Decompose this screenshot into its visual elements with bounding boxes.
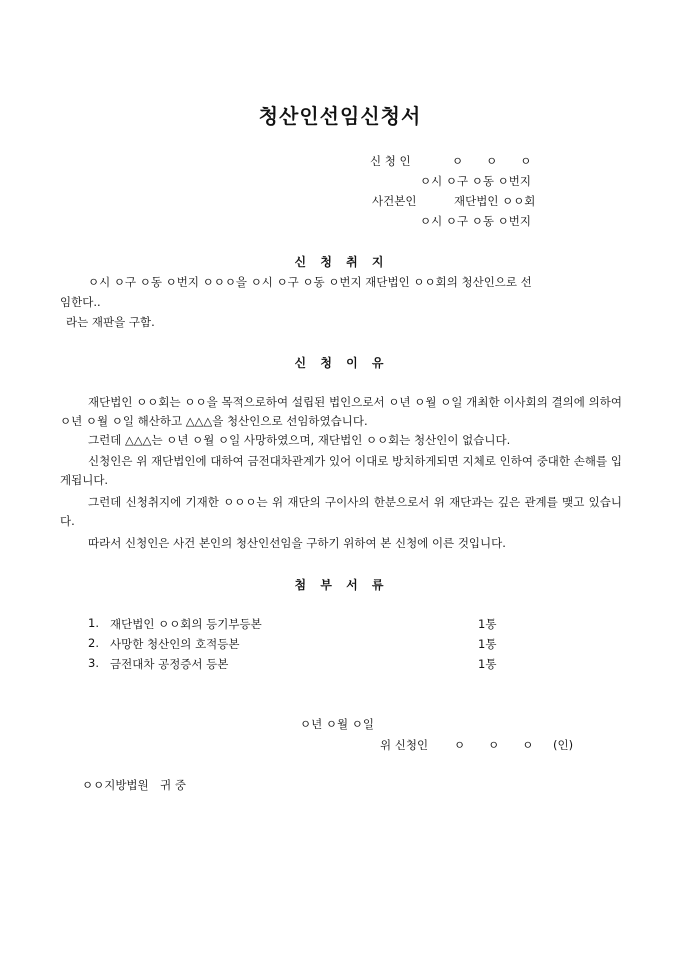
applicant-label: 신 청 인 (370, 154, 411, 168)
attachment-number: 3. (88, 656, 99, 670)
reason-paragraph-3: 신청인은 위 재단법인에 대하여 금전대차관계가 있어 이대로 방치하게되면 지체로 인하여 중대한 손해를 입게됩니다. (60, 454, 622, 487)
attachment-name: 재단법인 ㅇㅇ회의 등기부등본 (110, 617, 262, 631)
purpose-heading: 신 청 취 지 (294, 255, 386, 269)
purpose-line-1: ㅇ시 ㅇ구 ㅇ동 ㅇ번지 ㅇㅇㅇ을 ㅇ시 ㅇ구 ㅇ동 ㅇ번지 재단법인 ㅇㅇ회의 청산인으로 선 (88, 275, 532, 289)
reason-paragraph-1: 재단법인 ㅇㅇ회는 ㅇㅇ을 목적으로하여 설립된 법인으로서 ㅇ년 ㅇ월 ㅇ일 개최한 이사회의 결의에 의하여 ㅇ년 ㅇ월 ㅇ일 해산하고 △△△을 청산인으로 선임하였습니다. (60, 395, 622, 428)
case-party-name: 재단법인 ㅇㅇ회 (454, 194, 536, 208)
attachment-quantity: 1통 (478, 657, 497, 671)
reason-paragraph-5: 따라서 신청인은 사건 본인의 청산인선임을 구하기 위하여 본 신청에 이른 것입니다. (88, 536, 506, 550)
application-date: ㅇ년 ㅇ월 ㅇ일 (300, 717, 374, 731)
attachment-name: 사망한 청산인의 호적등본 (110, 637, 240, 651)
applicant-address: ㅇ시 ㅇ구 ㅇ동 ㅇ번지 (420, 174, 531, 188)
case-party-address: ㅇ시 ㅇ구 ㅇ동 ㅇ번지 (420, 214, 531, 228)
reason-paragraph-4: 그런데 신청취지에 기재한 ㅇㅇㅇ는 위 재단의 구이사의 한분으로서 위 재단과는 깊은 관계를 맺고 있습니다. (60, 495, 622, 528)
attachment-name: 금전대차 공정증서 등본 (110, 657, 229, 671)
attachments-heading: 첨 부 서 류 (294, 578, 386, 592)
signature-name: ㅇ ㅇ ㅇ (454, 738, 534, 752)
reason-paragraph-2: 그런데 △△△는 ㅇ년 ㅇ월 ㅇ일 사망하였으며, 재단법인 ㅇㅇ회는 청산인이 없습니다. (88, 433, 511, 447)
court-addressee: ㅇㅇ지방법원 귀 중 (82, 778, 187, 792)
document-title: 청산인선임신청서 (258, 104, 422, 128)
attachment-number: 1. (88, 616, 99, 630)
reason-heading: 신 청 이 유 (294, 356, 386, 370)
applicant-name: ㅇ ㅇ ㅇ (452, 154, 532, 168)
case-party-label: 사건본인 (372, 194, 417, 208)
purpose-line-2: 임한다.. (60, 295, 101, 309)
signature-label: 위 신청인 (380, 738, 429, 752)
attachment-quantity: 1통 (478, 617, 497, 631)
purpose-line-3: 라는 재판을 구함. (66, 315, 155, 329)
attachment-number: 2. (88, 636, 99, 650)
seal-mark: (인) (553, 738, 574, 752)
attachment-quantity: 1통 (478, 637, 497, 651)
